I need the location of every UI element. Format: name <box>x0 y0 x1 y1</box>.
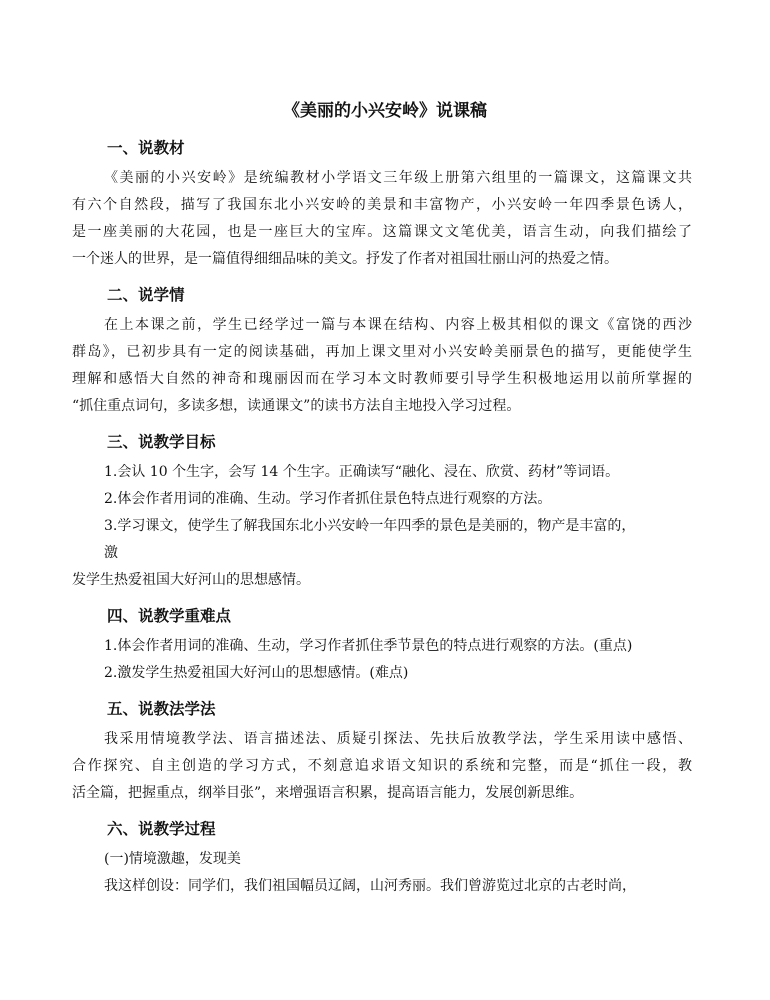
goal-item-continuation: 发学生热爱祖国大好河山的思想感情。 <box>72 572 310 588</box>
key-point-item: 1.体会作者用词的准确、生动，学习作者抓住季节景色的特点进行观察的方法。(重点) <box>104 638 633 654</box>
paragraph-line: 有六个自然段，描写了我国东北小兴安岭的美景和丰富物产，小兴安岭一年四季景色诱人， <box>72 197 692 213</box>
section-heading-teaching-goals: 三、说教学目标 <box>107 433 216 451</box>
paragraph-line: 在上本课之前，学生已经学过一篇与本课在结构、内容上极其相似的课文《富饶的西沙 <box>104 317 692 333</box>
paragraph-line: 一个迷人的世界，是一篇值得细细品味的美文。抒发了作者对祖国壮丽山河的热爱之情。 <box>72 251 618 267</box>
section-heading-key-difficulties: 四、说教学重难点 <box>107 607 232 625</box>
section-heading-teaching-process: 六、说教学过程 <box>107 820 216 838</box>
goal-item: 3.学习课文，使学生了解我国东北小兴安岭一年四季的景色是美丽的，物产是丰富的， <box>104 518 636 534</box>
paragraph-line: “抓住重点词句，多读多想，读通课文”的读书方法自主地投入学习过程。 <box>72 398 521 414</box>
key-point-item: 2.激发学生热爱祖国大好河山的思想感情。(难点) <box>104 665 409 681</box>
goal-item: 1.会认 10 个生字，会写 14 个生字。正确读写“融化、浸在、欣赏、药材”等词语。 <box>104 464 620 480</box>
section-heading-teaching-material: 一、说教材 <box>107 139 185 157</box>
goal-item: 2.体会作者用词的准确、生动。学习作者抓住景色特点进行观察的方法。 <box>104 491 552 507</box>
goal-item-wrap: 激 <box>104 545 118 561</box>
paragraph-line: 我采用情境教学法、语言描述法、质疑引探法、先扶后放教学法，学生采用读中感悟、 <box>104 731 692 747</box>
paragraph-line: 合作探究、自主创造的学习方式，不刻意追求语文知识的系统和完整，而是“抓住一段，教 <box>72 758 692 774</box>
paragraph-line: 《美丽的小兴安岭》是统编教材小学语文三年级上册第六组里的一篇课文，这篇课文共 <box>104 170 692 186</box>
paragraph-line: 活全篇，把握重点，纲举目张”，来增强语言积累，提高语言能力，发展创新思维。 <box>72 785 584 801</box>
paragraph-line: 理解和感悟大自然的神奇和瑰丽因而在学习本文时教师要引导学生积极地运用以前所掌握的 <box>72 371 692 387</box>
paragraph-line: 群岛》，已初步具有一定的阅读基础，再加上课文里对小兴安岭美丽景色的描写，更能使学生 <box>72 344 692 360</box>
section-heading-teaching-methods: 五、说教法学法 <box>107 700 216 718</box>
subsection-heading: (一)情境激趣，发现美 <box>104 851 241 867</box>
paragraph-line: 是一座美丽的大花园，也是一座巨大的宝库。这篇课文文笔优美，语言生动，向我们描绘了 <box>72 224 692 240</box>
document-title: 《美丽的小兴安岭》说课稿 <box>283 101 487 121</box>
section-heading-student-analysis: 二、说学情 <box>107 286 185 304</box>
paragraph-line: 我这样创设：同学们，我们祖国幅员辽阔，山河秀丽。我们曾游览过北京的古老时尚， <box>104 878 636 894</box>
